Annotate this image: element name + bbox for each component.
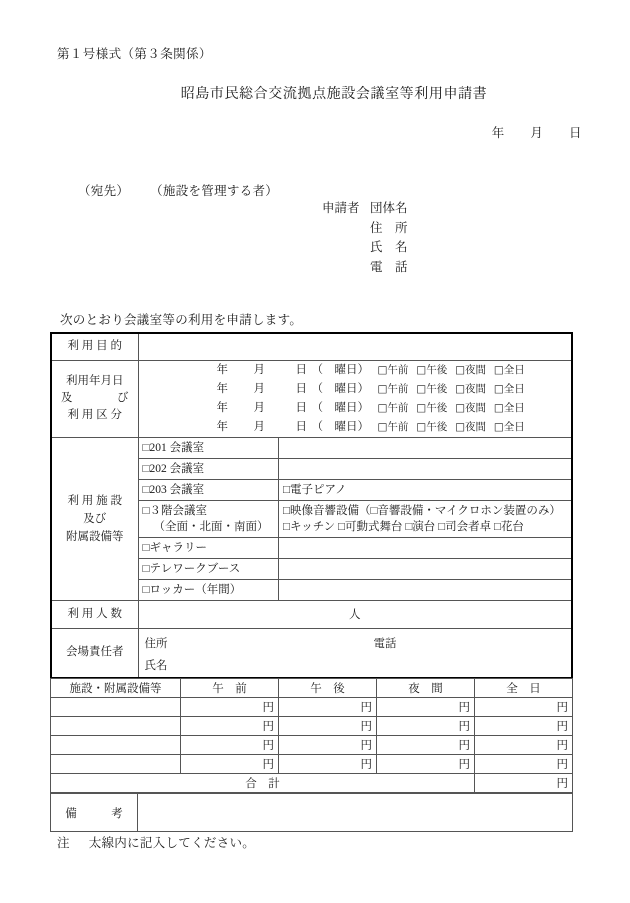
- manager-label: 会場責任者: [51, 628, 138, 678]
- checkbox-evening-1[interactable]: □夜間: [455, 363, 487, 376]
- footnote: [57, 833, 255, 851]
- fee-afternoon-2[interactable]: 円: [279, 717, 377, 736]
- facility-row: [139, 438, 572, 459]
- fee-evening-2[interactable]: 円: [377, 717, 475, 736]
- fee-morning-3[interactable]: 円: [181, 736, 279, 755]
- applicant-tel-label: 電 話: [370, 259, 408, 274]
- date-year-4: 年: [216, 420, 228, 433]
- checkbox-stage-equipment[interactable]: □キッチン □可動式舞台 □演台 □司会者卓 □花台: [283, 520, 524, 533]
- checkbox-gallery[interactable]: □ギャラリー: [139, 537, 279, 558]
- remarks-row: [51, 794, 573, 832]
- applicant-row-name: [322, 238, 416, 258]
- equipment-cell-2[interactable]: [279, 458, 572, 479]
- applicant-row-address: [322, 219, 416, 239]
- date-month-label: 月: [530, 126, 544, 140]
- fee-total-row: [51, 774, 573, 793]
- fee-row: [51, 698, 573, 717]
- checkbox-locker[interactable]: □ロッカー（年間）: [139, 579, 279, 600]
- persons-label: 利 用 人 数: [51, 600, 138, 628]
- checkbox-allday-2[interactable]: □全日: [493, 382, 525, 395]
- checkbox-room-3f[interactable]: [139, 500, 279, 537]
- purpose-input[interactable]: [138, 333, 572, 360]
- checkbox-allday-4[interactable]: □全日: [493, 420, 525, 433]
- checkbox-afternoon-2[interactable]: □午後: [416, 382, 448, 395]
- table-row-manager: [51, 628, 572, 678]
- checkbox-morning-3[interactable]: □午前: [377, 401, 409, 414]
- facility-row: [139, 458, 572, 479]
- fee-header-row: [51, 679, 573, 698]
- checkbox-morning-2[interactable]: □午前: [377, 382, 409, 395]
- facility-row: [139, 579, 572, 600]
- facility-inner-table: [139, 438, 572, 600]
- remarks-label: 備 考: [51, 794, 138, 832]
- date-month-1: 月: [253, 363, 265, 376]
- checkbox-allday-1[interactable]: □全日: [493, 363, 525, 376]
- fee-total-label: 合 計: [51, 774, 475, 793]
- checkbox-afternoon-4[interactable]: □午後: [416, 420, 448, 433]
- time-slots-1[interactable]: [378, 361, 530, 380]
- fee-allday-2[interactable]: 円: [475, 717, 573, 736]
- date-year-label: 年: [491, 126, 505, 140]
- manager-address-label: 住所: [144, 637, 168, 650]
- facility-label-line1: 利 用 施 設: [67, 494, 123, 507]
- date-label-line3: 利 用 区 分: [67, 409, 123, 421]
- table-row-dates: [51, 360, 572, 437]
- date-month-3: 月: [253, 401, 265, 414]
- checkbox-telework-booth[interactable]: □テレワークブース: [139, 558, 279, 579]
- checkbox-room-201[interactable]: □201 会議室: [139, 438, 279, 459]
- equipment-cell-av[interactable]: [279, 500, 572, 537]
- fee-morning-1[interactable]: 円: [181, 698, 279, 717]
- table-row-purpose: [51, 333, 572, 360]
- checkbox-afternoon-3[interactable]: □午後: [416, 401, 448, 414]
- applicant-lead-label: 申請者: [322, 201, 360, 215]
- date-weekday-2: （ 曜日）: [311, 382, 369, 395]
- date-day-3: 日: [295, 401, 307, 414]
- date-month-2: 月: [253, 382, 265, 395]
- checkbox-evening-3[interactable]: □夜間: [455, 401, 487, 414]
- remarks-input[interactable]: [138, 794, 573, 832]
- manager-name-label: 氏名: [144, 659, 168, 672]
- fee-total-value[interactable]: 円: [475, 774, 573, 793]
- applicant-row-tel: [322, 258, 416, 278]
- fee-facility-2[interactable]: [51, 717, 181, 736]
- manager-fields[interactable]: [138, 628, 572, 678]
- facility-row: [139, 479, 572, 500]
- checkbox-allday-3[interactable]: □全日: [493, 401, 525, 414]
- room-3f-label: □３階会議室: [142, 504, 207, 517]
- checkbox-room-202[interactable]: □202 会議室: [139, 458, 279, 479]
- fee-allday-4[interactable]: 円: [475, 755, 573, 774]
- date-month-4: 月: [253, 420, 265, 433]
- fee-header-allday: 全 日: [475, 679, 573, 698]
- remarks-table: [50, 793, 573, 832]
- date-section-label: [51, 360, 138, 437]
- fee-evening-1[interactable]: 円: [377, 698, 475, 717]
- footnote-marker: 注: [57, 836, 70, 850]
- equipment-cell-5[interactable]: [279, 537, 572, 558]
- addressee-label: （宛先）: [78, 184, 130, 198]
- time-slots-3[interactable]: [378, 399, 530, 418]
- form-number: 第１号様式（第３条関係）: [57, 47, 212, 61]
- checkbox-electronic-piano[interactable]: □電子ピアノ: [279, 479, 572, 500]
- checkbox-evening-2[interactable]: □夜間: [455, 382, 487, 395]
- date-label-line2: 及 び: [61, 392, 129, 404]
- applicant-address-label: 住 所: [370, 220, 408, 235]
- fee-evening-4[interactable]: 円: [377, 755, 475, 774]
- date-rows-container: [138, 360, 572, 437]
- table-row-persons: [51, 600, 572, 628]
- persons-input[interactable]: [138, 600, 572, 628]
- footnote-text: 太線内に記入してください。: [88, 836, 256, 850]
- fee-table: [50, 678, 573, 793]
- fee-row: [51, 736, 573, 755]
- fee-row: [51, 717, 573, 736]
- date-day-4: 日: [295, 420, 307, 433]
- checkbox-av-equipment[interactable]: □映像音響設備（□音響設備・マイクロホン装置のみ）: [283, 504, 561, 517]
- date-entry-row[interactable]: [139, 418, 572, 437]
- application-main-table: [50, 332, 573, 679]
- fee-header-evening: 夜 間: [377, 679, 475, 698]
- facility-rows-container: [138, 437, 572, 600]
- fee-afternoon-4[interactable]: 円: [279, 755, 377, 774]
- facility-section-label: [51, 437, 138, 600]
- date-year-2: 年: [216, 382, 228, 395]
- date-year-3: 年: [216, 401, 228, 414]
- addressee: [78, 181, 278, 199]
- applicant-block: [322, 199, 416, 277]
- persons-unit: 人: [349, 609, 361, 621]
- date-day-2: 日: [295, 382, 307, 395]
- intro-sentence: 次のとおり会議室等の利用を申請します。: [60, 313, 303, 327]
- applicant-row-organization: [322, 199, 416, 219]
- fee-header-facility: 施設・附属設備等: [51, 679, 181, 698]
- fee-allday-1[interactable]: 円: [475, 698, 573, 717]
- facility-row: [139, 537, 572, 558]
- fee-morning-4[interactable]: 円: [181, 755, 279, 774]
- fee-facility-4[interactable]: [51, 755, 181, 774]
- fee-allday-3[interactable]: 円: [475, 736, 573, 755]
- checkbox-morning-1[interactable]: □午前: [377, 363, 409, 376]
- fee-facility-1[interactable]: [51, 698, 181, 717]
- fee-header-afternoon: 午 後: [279, 679, 377, 698]
- addressee-value: （施設を管理する者）: [150, 184, 279, 198]
- date-entry-row[interactable]: [139, 380, 572, 399]
- date-entry-row[interactable]: [139, 361, 572, 380]
- checkbox-morning-4[interactable]: □午前: [377, 420, 409, 433]
- date-weekday-4: （ 曜日）: [311, 420, 369, 433]
- fee-afternoon-1[interactable]: 円: [279, 698, 377, 717]
- date-entry-row[interactable]: [139, 399, 572, 418]
- checkbox-room-203[interactable]: □203 会議室: [139, 479, 279, 500]
- page-title: 昭島市民総合交流拠点施設会議室等利用申請書: [180, 87, 488, 102]
- date-day-1: 日: [295, 363, 307, 376]
- facility-row: [139, 500, 572, 537]
- equipment-cell-7[interactable]: [279, 579, 572, 600]
- checkbox-evening-4[interactable]: □夜間: [455, 420, 487, 433]
- fee-facility-3[interactable]: [51, 736, 181, 755]
- equipment-cell-6[interactable]: [279, 558, 572, 579]
- date-weekday-1: （ 曜日）: [311, 363, 369, 376]
- facility-label-line3: 附属設備等: [66, 530, 124, 543]
- submission-date: [492, 123, 582, 141]
- checkbox-afternoon-1[interactable]: □午後: [416, 363, 448, 376]
- purpose-label: 利 用 目 的: [51, 333, 138, 360]
- equipment-cell-1[interactable]: [279, 438, 572, 459]
- fee-afternoon-3[interactable]: 円: [279, 736, 377, 755]
- date-year-1: 年: [216, 363, 228, 376]
- date-weekday-3: （ 曜日）: [311, 401, 369, 414]
- room-3f-sublabel: （全面・北面・南面）: [153, 520, 269, 533]
- table-row-facilities: [51, 437, 572, 600]
- applicant-organization-label: 団体名: [370, 201, 408, 215]
- time-slots-2[interactable]: [378, 380, 530, 399]
- facility-label-line2: 及び: [83, 512, 107, 525]
- fee-row: [51, 755, 573, 774]
- date-day-label: 日: [568, 126, 582, 140]
- facility-row: [139, 558, 572, 579]
- time-slots-4[interactable]: [378, 418, 530, 437]
- fee-header-morning: 午 前: [181, 679, 279, 698]
- fee-evening-3[interactable]: 円: [377, 736, 475, 755]
- date-label-line1: 利用年月日: [66, 375, 124, 387]
- fee-morning-2[interactable]: 円: [181, 717, 279, 736]
- manager-tel-label: 電話: [373, 637, 397, 650]
- applicant-name-label: 氏 名: [370, 240, 408, 254]
